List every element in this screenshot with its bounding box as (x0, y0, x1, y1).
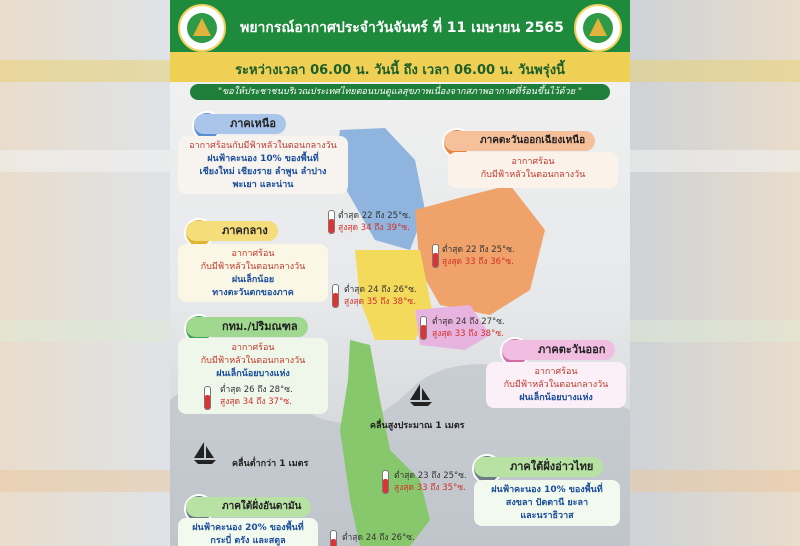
sailboat-icon (408, 382, 434, 412)
page-title: พยากรณ์อากาศประจำวันจันทร์ ที่ 11 เมษายน 2565 (240, 20, 564, 36)
forecast-line: ฝนเล็กน้อยบางแห่ง (519, 393, 593, 403)
forecast-line: กับมีฟ้าหลัวในตอนกลางวัน (200, 356, 306, 366)
region-label-south-andaman: ภาคใต้ฝั่งอันดามัน (186, 497, 311, 517)
tmd-logo-left (178, 4, 226, 52)
forecast-line: เชียงใหม่ เชียงราย ลำพูน ลำปาง (199, 167, 327, 177)
forecast-line: ทางตะวันตกของภาค (212, 288, 294, 298)
temp-min: ต่ำสุด 24 ถึง 26°ซ. (342, 533, 415, 543)
temp-max: สูงสุด 33 ถึง 38°ซ. (432, 329, 504, 339)
period-text: ระหว่างเวลา 06.00 น. วันนี้ ถึง เวลา 06.00 น. วันพรุ่งนี้ (235, 63, 565, 78)
advice-banner: "ขอให้ประชาชนบริเวณประเทศไทยตอนบนดูแลสุขภาพเนื่องจากสภาพอากาศที่ร้อนขึ้นไว้ด้วย " (190, 84, 610, 100)
temperature-east (432, 316, 505, 340)
tmd-logo-right (574, 4, 622, 52)
header-bar (170, 0, 630, 52)
thermometer-icon (328, 210, 335, 234)
forecast-line: อากาศร้อน (511, 157, 555, 167)
temp-min: ต่ำสุด 22 ถึง 25°ซ. (442, 245, 515, 255)
forecast-card-north (178, 136, 348, 194)
forecast-line: ฝนเล็กน้อยบางแห่ง (216, 369, 290, 379)
temperature-north (338, 210, 411, 234)
forecast-card-east (486, 362, 626, 408)
temp-min: ต่ำสุด 24 ถึง 26°ซ. (344, 285, 417, 295)
forecast-line: กับมีฟ้าหลัวในตอนกลางวัน (503, 380, 609, 390)
wave-label-gulf: คลื่นสูงประมาณ 1 เมตร (370, 421, 465, 431)
forecast-line: อากาศร้อน (534, 367, 578, 377)
temp-min: ต่ำสุด 23 ถึง 25°ซ. (394, 471, 467, 481)
thermometer-icon (330, 530, 337, 546)
region-label-northeast: ภาคตะวันออกเฉียงเหนือ (444, 131, 595, 151)
region-label-north: ภาคเหนือ (194, 114, 286, 134)
forecast-line: อากาศร้อน (231, 249, 275, 259)
region-label-bangkok: กทม./ปริมณฑล (186, 317, 308, 337)
period-bar (170, 52, 630, 82)
temp-max: สูงสุด 33 ถึง 35°ซ. (394, 483, 466, 493)
temp-min: ต่ำสุด 24 ถึง 27°ซ. (432, 317, 505, 327)
temp-min: ต่ำสุด 26 ถึง 28°ซ. (220, 385, 293, 395)
forecast-line: อากาศร้อน (231, 343, 275, 353)
forecast-line: พะเยา และน่าน (232, 180, 294, 190)
temp-max: สูงสุด 34 ถึง 39°ซ. (338, 223, 410, 233)
forecast-card-central (178, 244, 328, 302)
forecast-line: สงขลา ปัตตานี ยะลา (505, 498, 589, 508)
forecast-card-south-gulf (474, 480, 620, 526)
forecast-line: ฝนเล็กน้อย (231, 275, 275, 285)
forecast-line: กับมีฟ้าหลัวในตอนกลางวัน (480, 170, 586, 180)
temperature-south-andaman (342, 532, 415, 544)
thermometer-icon (420, 316, 427, 340)
temp-max: สูงสุด 33 ถึง 36°ซ. (442, 257, 514, 267)
forecast-line: ฝนฟ้าคะนอง 10% ของพื้นที่ (207, 154, 319, 164)
region-label-east: ภาคตะวันออก (502, 340, 615, 360)
temperature-bangkok (220, 384, 293, 408)
wave-label-andaman: คลื่นต่ำกว่า 1 เมตร (232, 459, 309, 469)
temp-min: ต่ำสุด 22 ถึง 25°ซ. (338, 211, 411, 221)
forecast-card-south-andaman (178, 518, 318, 546)
sailboat-icon (192, 440, 218, 470)
temperature-central (344, 284, 417, 308)
weather-poster (170, 0, 630, 546)
thermometer-icon (204, 386, 211, 410)
forecast-line: ฝนฟ้าคะนอง 20% ของพื้นที่ (192, 523, 304, 533)
temperature-south-gulf (394, 470, 467, 494)
forecast-line: กับมีฟ้าหลัวในตอนกลางวัน (200, 262, 306, 272)
thermometer-icon (432, 244, 439, 268)
forecast-card-northeast (448, 152, 618, 188)
thermometer-icon (382, 470, 389, 494)
region-label-south-gulf: ภาคใต้ฝั่งอ่าวไทย (474, 457, 603, 477)
forecast-line: อากาศร้อนกับมีฟ้าหลัวในตอนกลางวัน (189, 141, 337, 151)
temp-max: สูงสุด 35 ถึง 38°ซ. (344, 297, 416, 307)
region-label-central: ภาคกลาง (186, 221, 278, 241)
temp-max: สูงสุด 34 ถึง 37°ซ. (220, 397, 292, 407)
thermometer-icon (332, 284, 339, 308)
temperature-northeast (442, 244, 515, 268)
forecast-line: และนราธิวาส (520, 511, 574, 521)
forecast-card-bangkok (178, 338, 328, 414)
forecast-line: กระบี่ ตรัง และสตูล (210, 536, 286, 546)
forecast-line: ฝนฟ้าคะนอง 10% ของพื้นที่ (491, 485, 603, 495)
